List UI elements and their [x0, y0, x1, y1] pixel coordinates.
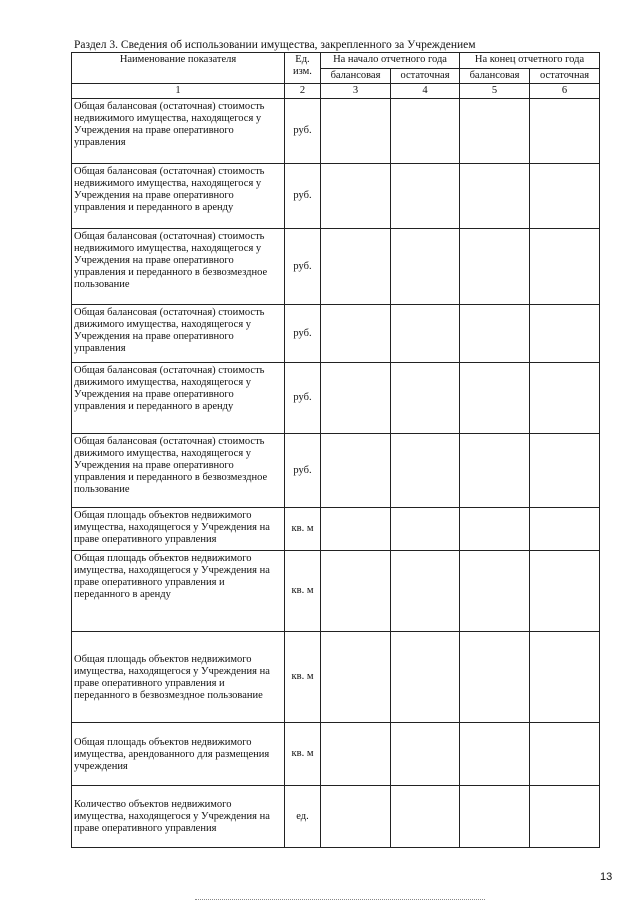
start-balance-cell[interactable]	[321, 723, 391, 786]
header-start-of-year: На начало отчетного года	[321, 53, 460, 69]
table-row	[72, 363, 600, 434]
end-residual-cell[interactable]	[530, 723, 600, 786]
end-residual-cell[interactable]	[530, 786, 600, 848]
column-number: 2	[285, 84, 321, 99]
column-number-row	[72, 84, 600, 99]
end-balance-cell[interactable]	[460, 551, 530, 632]
start-residual-cell[interactable]	[391, 434, 460, 508]
start-balance-cell[interactable]	[321, 551, 391, 632]
end-balance-cell[interactable]	[460, 723, 530, 786]
start-balance-cell[interactable]	[321, 164, 391, 229]
end-residual-cell[interactable]	[530, 551, 600, 632]
end-balance-cell[interactable]	[460, 363, 530, 434]
end-residual-cell[interactable]	[530, 305, 600, 363]
start-residual-cell[interactable]	[391, 632, 460, 723]
end-balance-cell[interactable]	[460, 305, 530, 363]
start-balance-cell[interactable]	[321, 305, 391, 363]
start-residual-cell[interactable]	[391, 551, 460, 632]
end-balance-cell[interactable]	[460, 508, 530, 551]
start-residual-cell[interactable]	[391, 99, 460, 164]
indicator-name: Общая балансовая (остаточная) стоимость недвижимого имущества, находящегося у Учреждения на праве оперативного управления	[72, 99, 285, 164]
start-residual-cell[interactable]	[391, 363, 460, 434]
unit-value: руб.	[285, 229, 321, 305]
table-row	[72, 164, 600, 229]
end-balance-cell[interactable]	[460, 786, 530, 848]
indicator-name: Общая площадь объектов недвижимого имущества, находящегося у Учреждения на праве оперативного управления и переданного в безвозмездное пользование	[72, 632, 285, 723]
header-start-residual: остаточная	[391, 68, 460, 84]
start-balance-cell[interactable]	[321, 229, 391, 305]
start-residual-cell[interactable]	[391, 229, 460, 305]
header-row-1	[72, 53, 600, 69]
end-balance-cell[interactable]	[460, 164, 530, 229]
start-residual-cell[interactable]	[391, 508, 460, 551]
bottom-divider	[195, 899, 485, 900]
end-balance-cell[interactable]	[460, 229, 530, 305]
start-balance-cell[interactable]	[321, 99, 391, 164]
header-start-balance: балансовая	[321, 68, 391, 84]
end-residual-cell[interactable]	[530, 164, 600, 229]
indicator-name: Количество объектов недвижимого имущества, находящегося у Учреждения на праве оперативного управления	[72, 786, 285, 848]
column-number: 1	[72, 84, 285, 99]
indicator-name: Общая площадь объектов недвижимого имущества, находящегося у Учреждения на праве оперативного управления и переданного в аренду	[72, 551, 285, 632]
indicator-name: Общая площадь объектов недвижимого имущества, арендованного для размещения учреждения	[72, 723, 285, 786]
end-residual-cell[interactable]	[530, 99, 600, 164]
property-usage-table	[71, 52, 600, 848]
indicator-name: Общая балансовая (остаточная) стоимость недвижимого имущества, находящегося у Учреждения на праве оперативного управления и переданного в безвозмездное пользование	[72, 229, 285, 305]
column-number: 3	[321, 84, 391, 99]
indicator-name: Общая балансовая (остаточная) стоимость движимого имущества, находящегося у Учреждения на праве оперативного управления и переданного в безвозмездное пользование	[72, 434, 285, 508]
start-residual-cell[interactable]	[391, 723, 460, 786]
unit-value: руб.	[285, 434, 321, 508]
unit-value: кв. м	[285, 723, 321, 786]
unit-value: ед.	[285, 786, 321, 848]
column-number: 4	[391, 84, 460, 99]
indicator-name: Общая балансовая (остаточная) стоимость движимого имущества, находящегося у Учреждения на праве оперативного управления	[72, 305, 285, 363]
table-row	[72, 551, 600, 632]
end-residual-cell[interactable]	[530, 229, 600, 305]
header-unit: Ед. изм.	[285, 53, 321, 84]
header-end-of-year: На конец отчетного года	[460, 53, 600, 69]
end-residual-cell[interactable]	[530, 434, 600, 508]
unit-value: руб.	[285, 164, 321, 229]
section-title: Раздел 3. Сведения об использовании имущества, закрепленного за Учреждением	[74, 39, 476, 51]
end-residual-cell[interactable]	[530, 363, 600, 434]
table-row	[72, 508, 600, 551]
column-number: 5	[460, 84, 530, 99]
unit-value: кв. м	[285, 632, 321, 723]
unit-value: кв. м	[285, 551, 321, 632]
end-residual-cell[interactable]	[530, 508, 600, 551]
unit-value: руб.	[285, 363, 321, 434]
start-balance-cell[interactable]	[321, 434, 391, 508]
start-residual-cell[interactable]	[391, 164, 460, 229]
table-row	[72, 786, 600, 848]
header-end-balance: балансовая	[460, 68, 530, 84]
start-residual-cell[interactable]	[391, 305, 460, 363]
end-residual-cell[interactable]	[530, 632, 600, 723]
table-row	[72, 723, 600, 786]
indicator-name: Общая площадь объектов недвижимого имущества, находящегося у Учреждения на праве оперативного управления	[72, 508, 285, 551]
unit-value: руб.	[285, 99, 321, 164]
start-balance-cell[interactable]	[321, 363, 391, 434]
start-balance-cell[interactable]	[321, 632, 391, 723]
end-balance-cell[interactable]	[460, 434, 530, 508]
header-name: Наименование показателя	[72, 53, 285, 84]
table-row	[72, 99, 600, 164]
start-balance-cell[interactable]	[321, 508, 391, 551]
table-row	[72, 434, 600, 508]
table-row	[72, 305, 600, 363]
start-balance-cell[interactable]	[321, 786, 391, 848]
page-number: 13	[600, 871, 613, 883]
indicator-name: Общая балансовая (остаточная) стоимость недвижимого имущества, находящегося у Учреждения на праве оперативного управления и переданного в аренду	[72, 164, 285, 229]
header-end-residual: остаточная	[530, 68, 600, 84]
end-balance-cell[interactable]	[460, 99, 530, 164]
unit-value: кв. м	[285, 508, 321, 551]
end-balance-cell[interactable]	[460, 632, 530, 723]
unit-value: руб.	[285, 305, 321, 363]
start-residual-cell[interactable]	[391, 786, 460, 848]
table-row	[72, 632, 600, 723]
indicator-name: Общая балансовая (остаточная) стоимость движимого имущества, находящегося у Учреждения на праве оперативного управления и переданного в аренду	[72, 363, 285, 434]
table-row	[72, 229, 600, 305]
column-number: 6	[530, 84, 600, 99]
